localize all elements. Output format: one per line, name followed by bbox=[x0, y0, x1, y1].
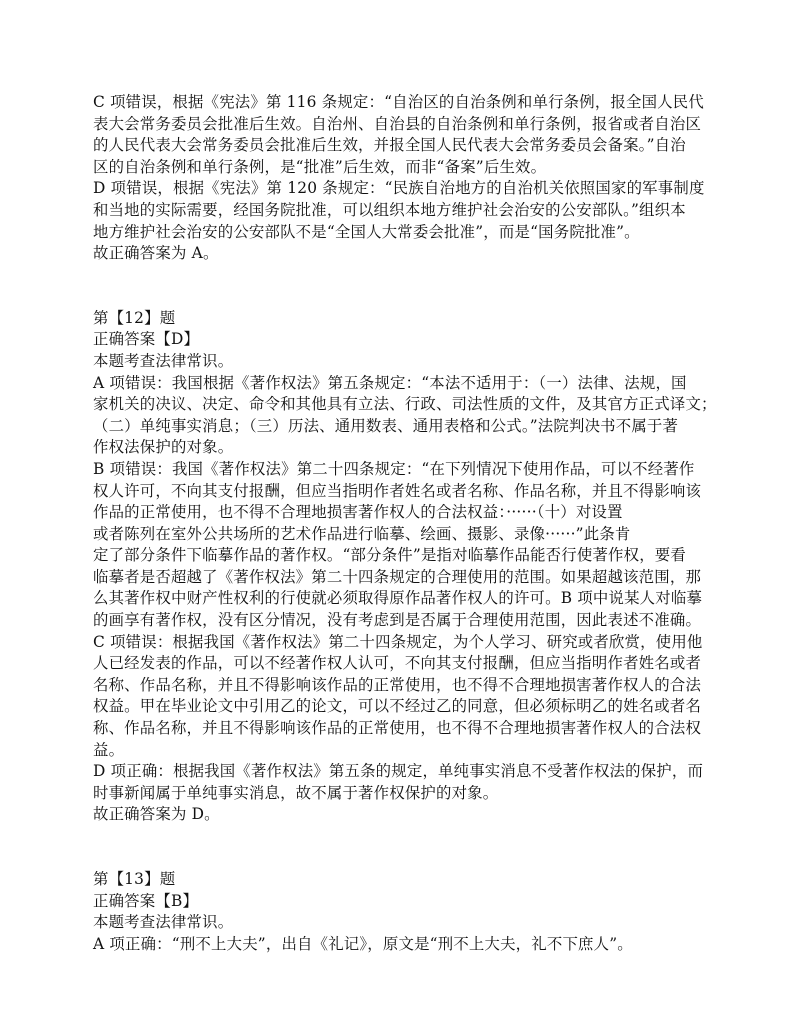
text-line: 人已经发表的作品，可以不经著作权人认可，不向其支付报酬，但应当指明作者姓名或者 bbox=[93, 654, 702, 673]
text-line: 临摹者是否超越了《著作权法》第二十四条规定的合理使用的范围。如果超越该范围，那 bbox=[93, 567, 702, 586]
section-c-tail bbox=[93, 92, 713, 265]
text-line: 时事新闻属于单纯事实消息，故不属于著作权保护的对象。 bbox=[93, 783, 499, 802]
text-line: 定了部分条件下临摹作品的著作权。“部分条件”是指对临摹作品能否行使著作权，要看 bbox=[93, 546, 686, 565]
question-12 bbox=[93, 308, 717, 826]
text-line: B 项错误：我国《著作权法》第二十四条规定：“在下列情况下使用作品，可以不经著作 bbox=[93, 459, 695, 478]
question-number: 第【13】题 bbox=[93, 870, 176, 888]
text-line: 益。 bbox=[93, 740, 125, 759]
text-line: D 项错误，根据《宪法》第 120 条规定：“民族自治地方的自治机关依照国家的军事制度 bbox=[93, 179, 705, 198]
text-line: 称、作品名称，并且不得影响该作品的正常使用，也不得不合理地损害著作权人的合法权 bbox=[93, 719, 702, 738]
text-line: A 项错误：我国根据《著作权法》第五条规定：“本法不适用于：（一）法律、法规，国 bbox=[93, 373, 687, 392]
text-line: 的人民代表大会常务委员会批准后生效，并报全国人民代表大会常务委员会备案。”自治 bbox=[93, 136, 686, 155]
text-line: A 项正确：“刑不上大夫”，出自《礼记》，原文是“刑不上大夫，礼不下庶人”。 bbox=[93, 934, 633, 953]
answer-line: 故正确答案为 D。 bbox=[93, 805, 220, 824]
document-page bbox=[93, 92, 717, 955]
text-line: 作权法保护的对象。 bbox=[93, 438, 234, 457]
question-13 bbox=[93, 869, 713, 955]
text-line: 的画享有著作权，没有区分情况，没有考虑到是否属于合理使用范围，因此表述不准确。 bbox=[93, 611, 702, 630]
text-line: 么其著作权中财产性权利的行使就必须取得原作品著作权人的许可。B 项中说某人对临摹 bbox=[93, 589, 703, 608]
text-line: 和当地的实际需要，经国务院批准，可以组织本地方维护社会治安的公安部队。”组织本 bbox=[93, 200, 686, 219]
text-line: 权人许可，不向其支付报酬，但应当指明作者姓名或者名称、作品名称，并且不得影响该 bbox=[93, 481, 702, 500]
text-line: 或者陈列在室外公共场所的艺术作品进行临摹、绘画、摄影、录像······”此条肯 bbox=[93, 524, 631, 543]
answer-line: 故正确答案为 A。 bbox=[93, 244, 219, 263]
text-line: 表大会常务委员会批准后生效。自治州、自治县的自治条例和单行条例，报省或者自治区 bbox=[93, 114, 702, 133]
text-line: 权益。甲在毕业论文中引用乙的论文，可以不经过乙的同意，但必须标明乙的姓名或者名 bbox=[93, 697, 702, 716]
text-line: 家机关的决议、决定、命令和其他具有立法、行政、司法性质的文件，及其官方正式译文； bbox=[93, 395, 717, 414]
topic-line: 本题考查法律常识。 bbox=[93, 913, 234, 932]
text-line: C 项错误，根据《宪法》第 116 条规定：“自治区的自治条例和单行条例，报全国人民代 bbox=[93, 93, 704, 111]
correct-answer: 正确答案【D】 bbox=[93, 330, 200, 349]
spacer bbox=[93, 826, 713, 869]
topic-line: 本题考查法律常识。 bbox=[93, 351, 234, 370]
text-line: 区的自治条例和单行条例，是“批准”后生效，而非“备案”后生效。 bbox=[93, 157, 547, 176]
text-line: D 项正确：根据我国《著作权法》第五条的规定，单纯事实消息不受著作权法的保护，而 bbox=[93, 762, 704, 781]
text-line: 名称、作品名称，并且不得影响该作品的正常使用，也不得不合理地损害著作权人的合法 bbox=[93, 675, 702, 694]
question-number: 第【12】题 bbox=[93, 308, 176, 327]
spacer bbox=[93, 265, 713, 308]
text-line: 地方维护社会治安的公安部队不是“全国人大常委会批准”，而是“国务院批准”。 bbox=[93, 222, 640, 241]
text-line: （二）单纯事实消息；（三）历法、通用数表、通用表格和公式。”法院判决书不属于著 bbox=[93, 416, 679, 435]
correct-answer: 正确答案【B】 bbox=[93, 891, 199, 910]
text-line: 作品的正常使用，也不得不合理地损害著作权人的合法权益：······（十）对设置 bbox=[93, 503, 623, 522]
text-line: C 项错误：根据我国《著作权法》第二十四条规定，为个人学习、研究或者欣赏，使用他 bbox=[93, 632, 703, 651]
